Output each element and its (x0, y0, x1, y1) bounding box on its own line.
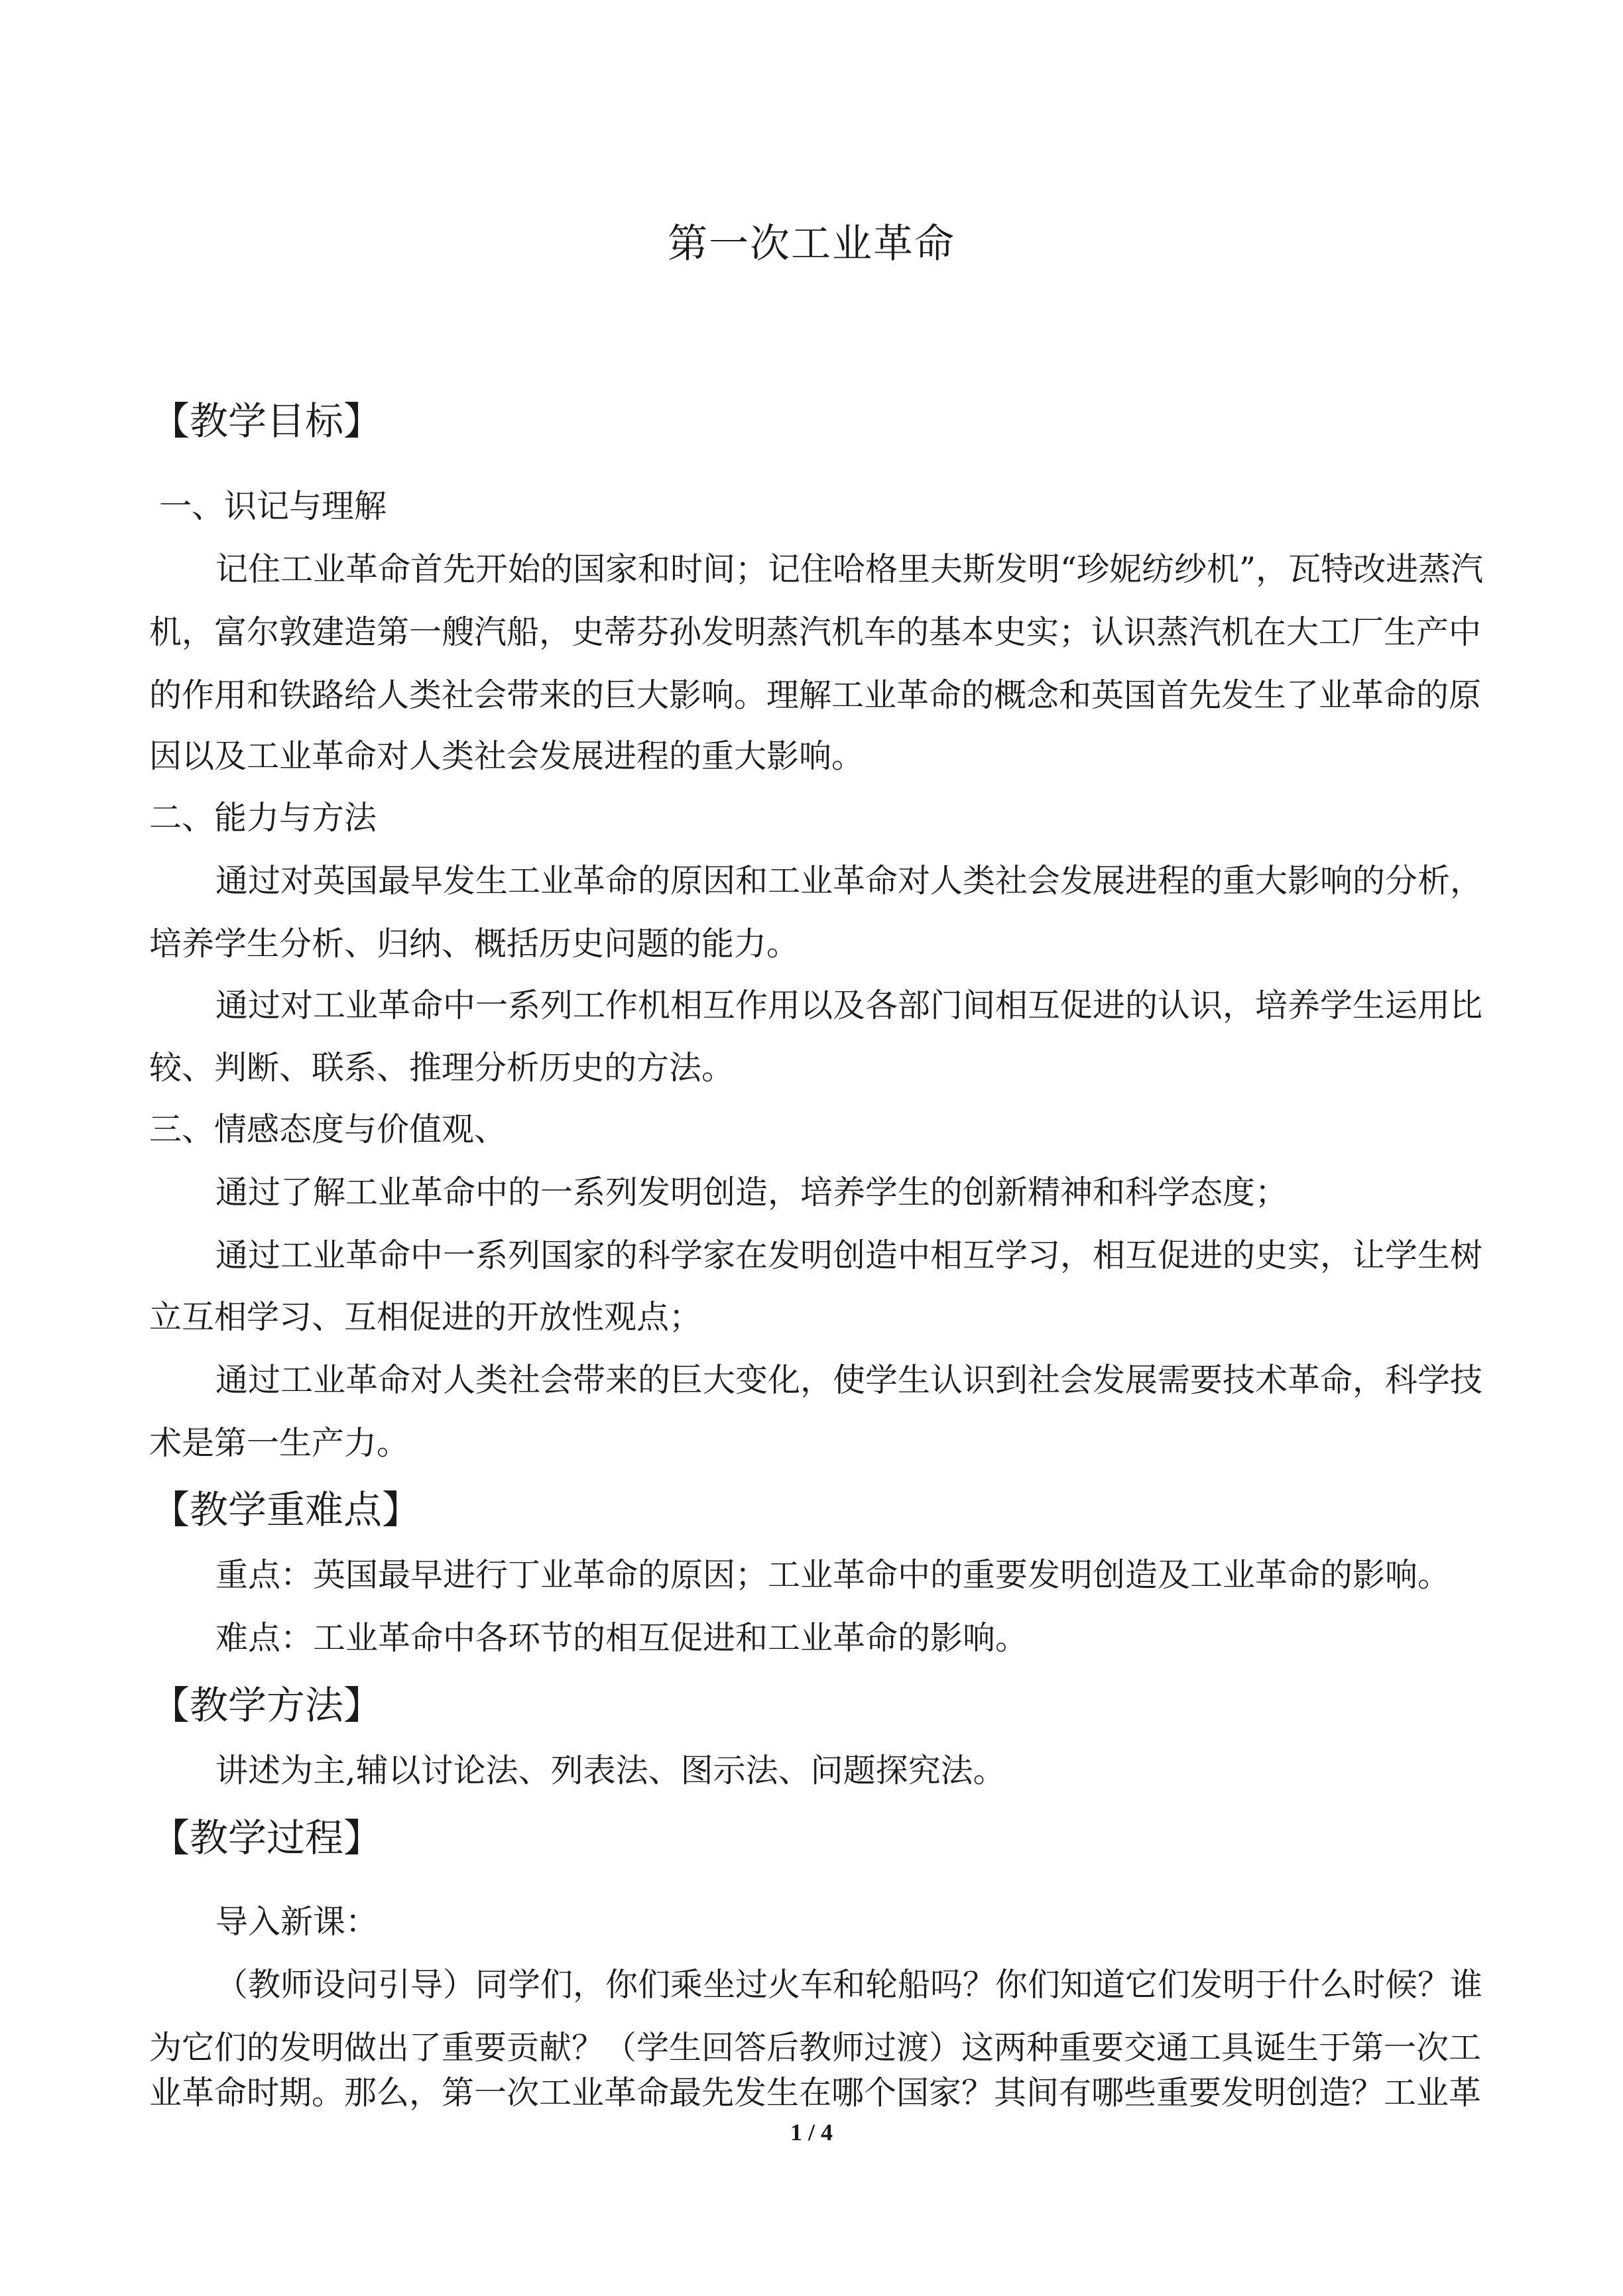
paragraph-line: 讲述为主,辅以讨论法、列表法、图示法、问题探究法。 (215, 1752, 1006, 1789)
paragraph-line: 业革命时期。那么，第一次工业革命最先发生在哪个国家？其间有哪些重要发明创造？工业革 (149, 2074, 1482, 2112)
paragraph-line: 的作用和铁路给人类社会带来的巨大影响。理解工业革命的概念和英国首先发生了业革命的原 (149, 676, 1482, 714)
paragraph-line: 记住工业革命首先开始的国家和时间；记住哈格里夫斯发明“珍妮纺纱机”，瓦特改进蒸汽 (215, 550, 1484, 588)
section-heading-methods: 【教学方法】 (151, 1683, 383, 1728)
paragraph-line: 培养学生分析、归纳、概括历史问题的能力。 (149, 925, 800, 963)
paragraph-line: 立互相学习、互相促进的开放性观点； (149, 1298, 702, 1336)
subsection-title: 一、识记与理解 (159, 487, 387, 525)
paragraph-line: 为它们的发明做出了重要贡献？（学生回答后教师过渡）这两种重要交通工具诞生于第一次工 (149, 2029, 1482, 2067)
section-heading-key-points: 【教学重难点】 (151, 1487, 421, 1532)
page-number: 1 / 4 (790, 2119, 833, 2145)
paragraph-line: 导入新课： (215, 1903, 379, 1941)
paragraph-line: 通过工业革命对人类社会带来的巨大变化，使学生认识到社会发展需要技术革命，科学技 (215, 1361, 1483, 1399)
section-heading-objectives: 【教学目标】 (151, 398, 383, 444)
paragraph-line: 通过对工业革命中一系列工作机相互作用以及各部门间相互促进的认识，培养学生运用比 (215, 987, 1483, 1024)
subsection-title: 二、能力与方法 (149, 799, 377, 837)
paragraph-line: 通过对英国最早发生工业革命的原因和工业革命对人类社会发展进程的重大影响的分析， (215, 862, 1483, 900)
paragraph-line: 术是第一生产力。 (149, 1424, 410, 1462)
paragraph-line: 难点：工业革命中各环节的相互促进和工业革命的影响。 (215, 1619, 1028, 1657)
paragraph-line: 机，富尔敦建造第一艘汽船，史蒂芬孙发明蒸汽机车的基本史实；认识蒸汽机在大工厂生产中 (149, 613, 1482, 651)
paragraph-line: 较、判断、联系、推理分析历史的方法。 (149, 1049, 735, 1087)
paragraph-line: （教师设问引导）同学们，你们乘坐过火车和轮船吗？你们知道它们发明于什么时候？谁 (215, 1966, 1483, 2004)
subsection-title: 三、情感态度与价值观、 (149, 1111, 507, 1148)
section-heading-process: 【教学过程】 (151, 1815, 383, 1860)
paragraph-line: 通过了解工业革命中的一系列发明创造，培养学生的创新精神和科学态度； (215, 1174, 1288, 1211)
paragraph-line: 通过工业革命中一系列国家的科学家在发明创造中相互学习，相互促进的史实，让学生树 (215, 1237, 1483, 1274)
paragraph-line: 因以及工业革命对人类社会发展进程的重大影响。 (149, 737, 865, 775)
paragraph-line: 重点：英国最早进行丁业革命的原因；工业革命中的重要发明创造及工业革命的影响。 (215, 1556, 1451, 1594)
document-title: 第一次工业革命 (668, 221, 955, 267)
